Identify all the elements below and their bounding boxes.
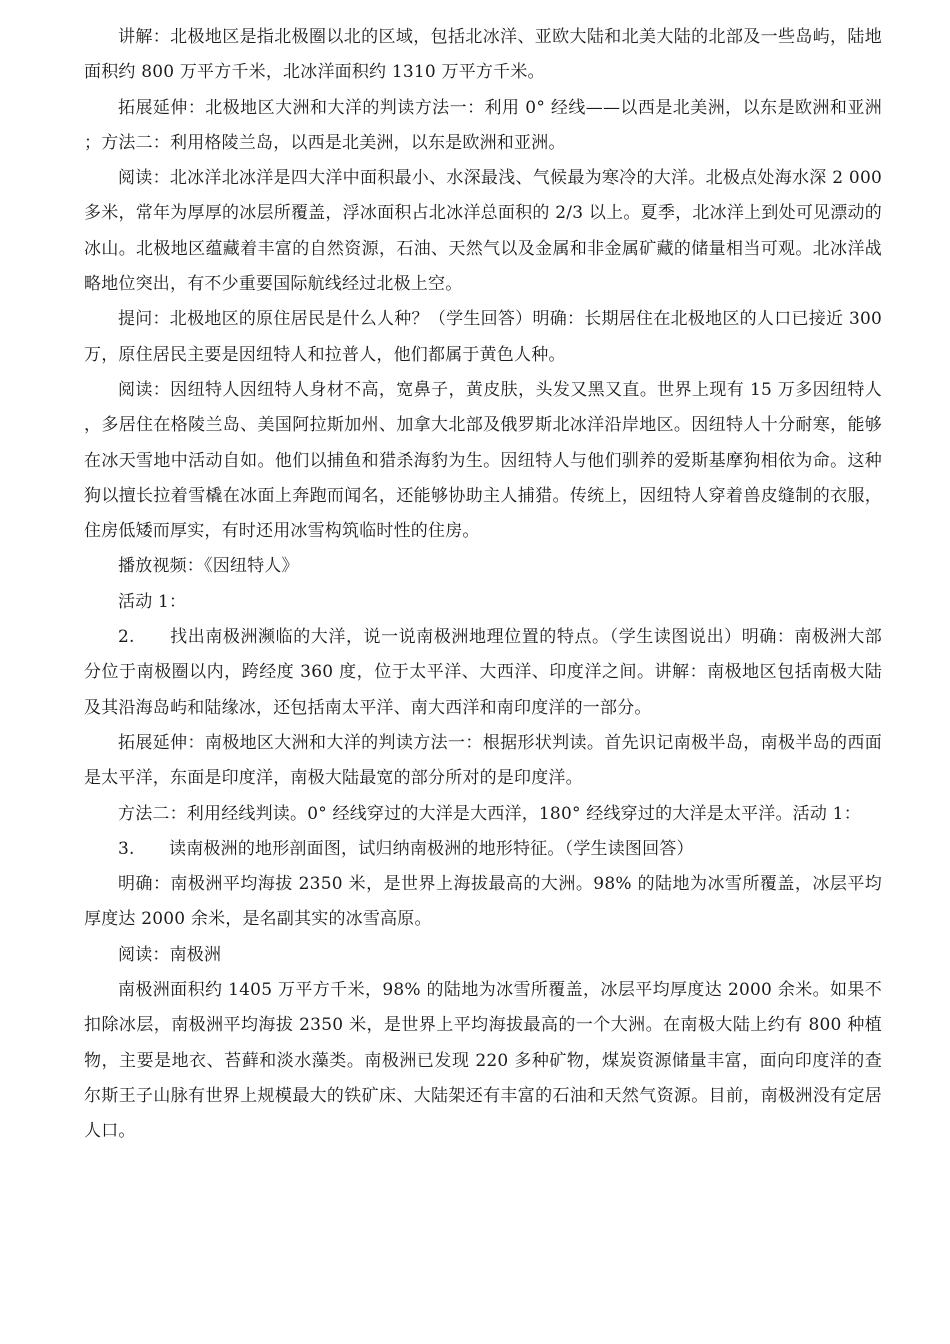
paragraph-antarctica-location: 2. 找出南极洲濒临的大洋，说一说南极洲地理位置的特点。（学生读图说出）明确：南极洲大部分位于南极圈以内，跨经度 360 度，位于太平洋、大西洋、印度洋之间。讲解：南极地区包括南极大陆及其沿海岛屿和陆缘冰，还包括南太平洋、南大西洋和南印度洋的一部分。	[84, 627, 882, 718]
paragraph-activity-1: 活动 1：	[118, 591, 187, 612]
paragraph-terrain-answer: 明确：南极洲平均海拔 2350 米，是世界上海拔最高的大洲。98% 的陆地为冰雪所覆盖，冰层平均厚度达 2000 余米，是名副其实的冰雪高原。	[84, 874, 882, 930]
document-page	[84, 20, 882, 1150]
paragraph-arctic-ocean-reading: 阅读：北冰洋北冰洋是四大洋中面积最小、水深最浅、气候最为寒冷的大洋。北极点处海水深 2 000 多米，常年为厚厚的冰层所覆盖，浮冰面积占北冰洋总面积的 2/3 以上。夏季，北冰洋上到处可见漂动的冰山。北极地区蕴藏着丰富的自然资源，石油、天然气以及金属和非金属矿藏的储量相当可观。北冰洋战略地位突出，有不少重要国际航线经过北极上空。	[84, 168, 882, 295]
paragraph-arctic-explanation: 讲解：北极地区是指北极圈以北的区域，包括北冰洋、亚欧大陆和北美大陆的北部及一些岛屿，陆地面积约 800 万平方千米，北冰洋面积约 1310 万平方千米。	[84, 27, 882, 83]
paragraph-play-video: 播放视频：《因纽特人》	[118, 556, 299, 577]
paragraph-arctic-residents-question: 提问：北极地区的原住居民是什么人种？（学生回答）明确：长期居住在北极地区的人口已接近 300 万，原住居民主要是因纽特人和拉普人，他们都属于黄色人种。	[84, 309, 882, 365]
paragraph-inuit-reading: 阅读：因纽特人因纽特人身材不高，宽鼻子，黄皮肤，头发又黑又直。世界上现有 15 万多因纽特人，多居住在格陵兰岛、美国阿拉斯加州、加拿大北部及俄罗斯北冰洋沿岸地区。因纽特人十分耐寒，能够在冰天雪地中活动自如。他们以捕鱼和猎杀海豹为生。因纽特人与他们驯养的爱斯基摩狗相依为命。这种狗以擅长拉着雪橇在冰面上奔跑而闻名，还能够协助主人捕猎。传统上，因纽特人穿着兽皮缝制的衣服，住房低矮而厚实，有时还用冰雪构筑临时性的住房。	[84, 379, 882, 542]
paragraph-antarctica-reading: 南极洲面积约 1405 万平方千米，98% 的陆地为冰雪所覆盖，冰层平均厚度达 2000 余米。如果不扣除冰层，南极洲平均海拔 2350 米，是世界上平均海拔最高的一个大洲。在南极大陆上约有 800 种植物，主要是地衣、苔藓和淡水藻类。南极洲已发现 220 多种矿物，煤炭资源储量丰富，面向印度洋的查尔斯王子山脉有世界上规模最大的铁矿床、大陆架还有丰富的石油和天然气资源。目前，南极洲没有定居人口。	[84, 980, 882, 1142]
paragraph-antarctica-reading-title: 阅读：南极洲	[118, 944, 222, 965]
paragraph-method-two: 方法二：利用经线判读。0° 经线穿过的大洋是大西洋，180° 经线穿过的大洋是太平洋。活动 1：	[118, 803, 861, 824]
paragraph-arctic-extension: 拓展延伸：北极地区大洲和大洋的判读方法一：利用 0° 经线——以西是北美洲，以东是欧洲和亚洲；方法二：利用格陵兰岛，以西是北美洲，以东是欧洲和亚洲。	[84, 97, 882, 153]
paragraph-terrain-profile: 3. 读南极洲的地形剖面图，试归纳南极洲的地形特征。（学生读图回答）	[118, 838, 694, 859]
paragraph-antarctic-extension: 拓展延伸：南极地区大洲和大洋的判读方法一：根据形状判读。首先识记南极半岛，南极半岛的西面是太平洋，东面是印度洋，南极大陆最宽的部分所对的是印度洋。	[84, 732, 882, 789]
